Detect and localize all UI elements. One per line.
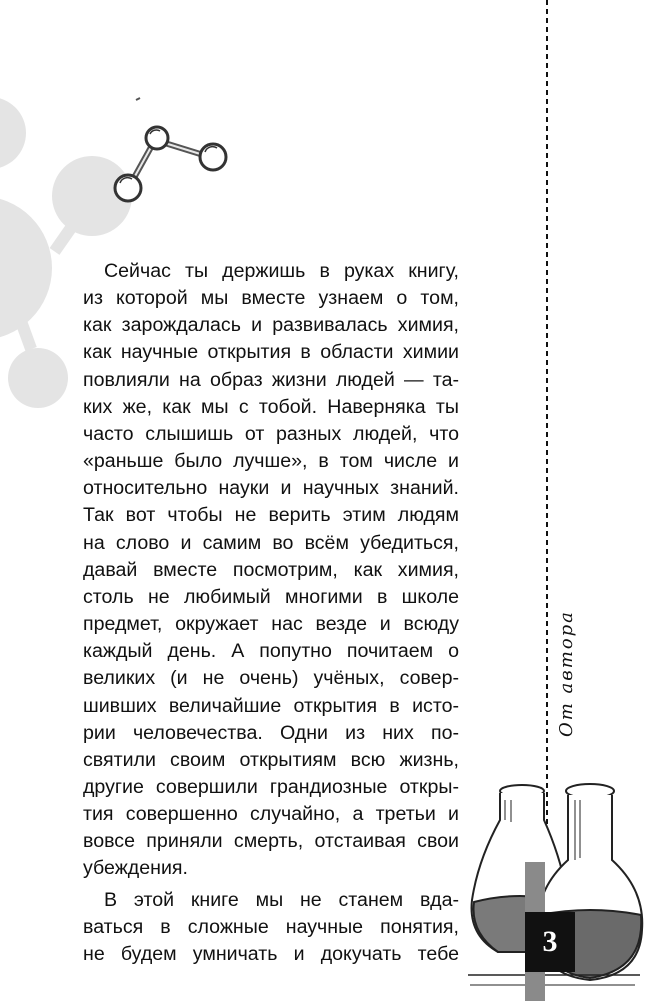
paragraph-2 — [83, 887, 459, 968]
text-line: ваться в сложные научные понятия, — [83, 915, 459, 938]
text-line: великих (и не очень) учёных, совер- — [83, 667, 459, 690]
text-line: повлияли на образ жизни людей — та- — [83, 368, 459, 391]
text-line: Сейчас ты держишь в руках книгу, — [104, 260, 459, 282]
text-line: предмет, окружает нас везде и всюду — [83, 613, 459, 636]
text-line: часто слышишь от разных людей, что — [83, 422, 459, 445]
text-line: тия совершенно случайно, а третьи и — [83, 803, 459, 826]
text-line: не будем умничать и докучать тебе — [83, 942, 459, 965]
text-line: давай вместе посмотрим, как химия, — [83, 558, 459, 581]
text-line: убеждения. — [83, 857, 188, 880]
text-line: «раньше было лучше», в том числе и — [83, 450, 459, 473]
text-line: Так вот чтобы не верить этим людям — [83, 504, 459, 527]
text-line: каждый день. А попутно почитаем о — [83, 640, 459, 663]
molecule-sketch-icon — [115, 127, 226, 201]
text-line: святили своим открытиям всю жизнь, — [83, 748, 459, 771]
body-text — [83, 258, 459, 968]
text-line: как зарождалась и развивалась химия, — [83, 314, 459, 337]
section-label: От автора — [556, 610, 577, 737]
text-line: на слово и самим во всём убедиться, — [83, 531, 459, 554]
ink-mark — [136, 98, 140, 100]
text-line: вовсе приняли смерть, отстаивая свои — [83, 830, 459, 853]
text-line: шивших величайшие открытия в исто- — [83, 694, 459, 717]
text-line: ких же, как мы с тобой. Наверняка ты — [83, 395, 459, 418]
page-number: 3 — [525, 912, 575, 972]
text-line: столь не любимый многими в школе — [83, 585, 459, 608]
text-line: из которой мы вместе узнаем о том, — [83, 287, 459, 310]
text-line: В этой книге мы не станем вда- — [104, 888, 459, 911]
text-line: другие совершили грандиозные откры- — [83, 775, 459, 798]
paragraph-1 — [83, 258, 459, 883]
text-line: рии человечества. Одни из них по- — [83, 721, 459, 744]
text-line: как научные открытия в области химии — [83, 341, 459, 364]
text-line: относительно науки и научных знаний. — [83, 477, 459, 500]
